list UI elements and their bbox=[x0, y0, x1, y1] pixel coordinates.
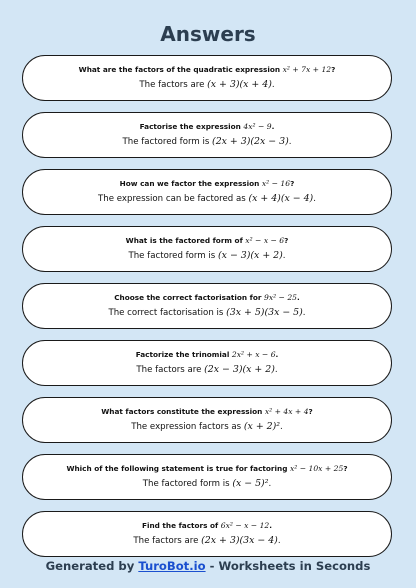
question-math: 2x² + x − 6 bbox=[231, 350, 276, 359]
answer-math: (3x + 5)(3x − 5) bbox=[226, 307, 303, 318]
answer-suffix: . bbox=[280, 422, 283, 432]
answer-card bbox=[22, 283, 392, 329]
question-text bbox=[114, 292, 300, 303]
question-prefix: Choose the correct factorisation for bbox=[114, 293, 264, 302]
question-prefix: How can we factor the expression bbox=[119, 179, 262, 188]
question-text bbox=[120, 178, 295, 189]
footer-prefix: Generated by bbox=[45, 559, 139, 573]
answer-math: (2x − 3)(x + 2) bbox=[204, 364, 275, 375]
question-suffix: . bbox=[269, 521, 273, 530]
answer-card bbox=[22, 169, 392, 215]
question-suffix: ? bbox=[343, 464, 348, 473]
answer-prefix: The factors are bbox=[139, 80, 208, 90]
question-math: x² + 4x + 4 bbox=[264, 407, 309, 416]
question-text bbox=[101, 406, 313, 417]
answer-prefix: The expression factors as bbox=[131, 422, 244, 432]
answer-math: (x + 3)(x + 4) bbox=[207, 79, 272, 90]
answer-suffix: . bbox=[282, 251, 286, 261]
question-prefix: What are the factors of the quadratic expression bbox=[78, 65, 283, 74]
answer-prefix: The correct factorisation is bbox=[108, 308, 227, 318]
question-text bbox=[66, 463, 347, 474]
question-math: x² − 16 bbox=[261, 179, 291, 188]
question-text bbox=[142, 520, 272, 531]
answer-card bbox=[22, 55, 392, 101]
footer bbox=[0, 559, 416, 573]
answer-text bbox=[123, 135, 292, 149]
question-prefix: Find the factors of bbox=[141, 521, 221, 530]
answer-text bbox=[98, 192, 316, 206]
question-prefix: Which of the following statement is true for factoring bbox=[66, 464, 290, 473]
question-math: 6x² − x − 12 bbox=[220, 521, 270, 530]
answer-suffix: . bbox=[313, 194, 316, 204]
question-suffix: . bbox=[297, 293, 300, 302]
answer-prefix: The factored form is bbox=[128, 251, 219, 261]
page-title: Answers bbox=[160, 22, 256, 46]
answer-text bbox=[128, 249, 285, 263]
answer-prefix: The expression can be factored as bbox=[98, 194, 249, 204]
question-math: x² − x − 6 bbox=[245, 236, 285, 245]
footer-suffix: - Worksheets in Seconds bbox=[205, 559, 371, 573]
question-prefix: Factorise the expression bbox=[139, 122, 244, 131]
answer-suffix: . bbox=[268, 479, 272, 489]
question-prefix: What factors constitute the expression bbox=[101, 407, 265, 416]
question-text bbox=[126, 235, 289, 246]
question-text bbox=[140, 121, 275, 132]
question-suffix: ? bbox=[308, 407, 313, 416]
answer-card bbox=[22, 112, 392, 158]
answer-card bbox=[22, 511, 392, 557]
answer-text bbox=[108, 306, 305, 320]
answer-prefix: The factored form is bbox=[142, 479, 233, 489]
question-suffix: . bbox=[271, 122, 275, 131]
answer-prefix: The factored form is bbox=[122, 137, 213, 147]
answer-card bbox=[22, 340, 392, 386]
question-suffix: ? bbox=[290, 179, 295, 188]
answer-suffix: . bbox=[271, 80, 275, 90]
question-suffix: ? bbox=[331, 65, 336, 74]
question-math: x² − 10x + 25 bbox=[289, 464, 344, 473]
answer-math: (2x + 3)(2x − 3) bbox=[212, 136, 289, 147]
question-text bbox=[136, 349, 279, 360]
question-suffix: ? bbox=[284, 236, 289, 245]
question-text bbox=[79, 64, 336, 75]
question-math: x² + 7x + 12 bbox=[282, 65, 332, 74]
answer-suffix: . bbox=[274, 365, 278, 375]
answer-card bbox=[22, 454, 392, 500]
question-math: 4x² − 9 bbox=[243, 122, 272, 131]
answer-card bbox=[22, 397, 392, 443]
answer-math: (x − 3)(x + 2) bbox=[218, 250, 283, 261]
answer-suffix: . bbox=[277, 536, 281, 546]
answer-math: (x + 2)² bbox=[243, 421, 281, 432]
question-math: 9x² − 25 bbox=[263, 293, 297, 302]
answer-math: (2x + 3)(3x − 4) bbox=[201, 535, 278, 546]
answer-suffix: . bbox=[288, 137, 292, 147]
answer-math: (x + 4)(x − 4) bbox=[248, 193, 314, 204]
answer-suffix: . bbox=[302, 308, 306, 318]
answer-prefix: The factors are bbox=[133, 536, 202, 546]
answer-text bbox=[133, 534, 280, 548]
question-prefix: Factorize the trinomial bbox=[135, 350, 232, 359]
answer-math: (x − 5)² bbox=[232, 478, 269, 489]
answer-text bbox=[136, 363, 277, 377]
answer-prefix: The factors are bbox=[136, 365, 205, 375]
answer-card bbox=[22, 226, 392, 272]
turobot-link[interactable]: TuroBot.io bbox=[138, 559, 206, 573]
answer-text bbox=[143, 477, 271, 491]
question-prefix: What is the factored form of bbox=[125, 236, 246, 245]
question-suffix: . bbox=[275, 350, 279, 359]
answer-text bbox=[139, 78, 274, 92]
answer-list bbox=[22, 55, 392, 568]
answer-text bbox=[131, 420, 283, 434]
